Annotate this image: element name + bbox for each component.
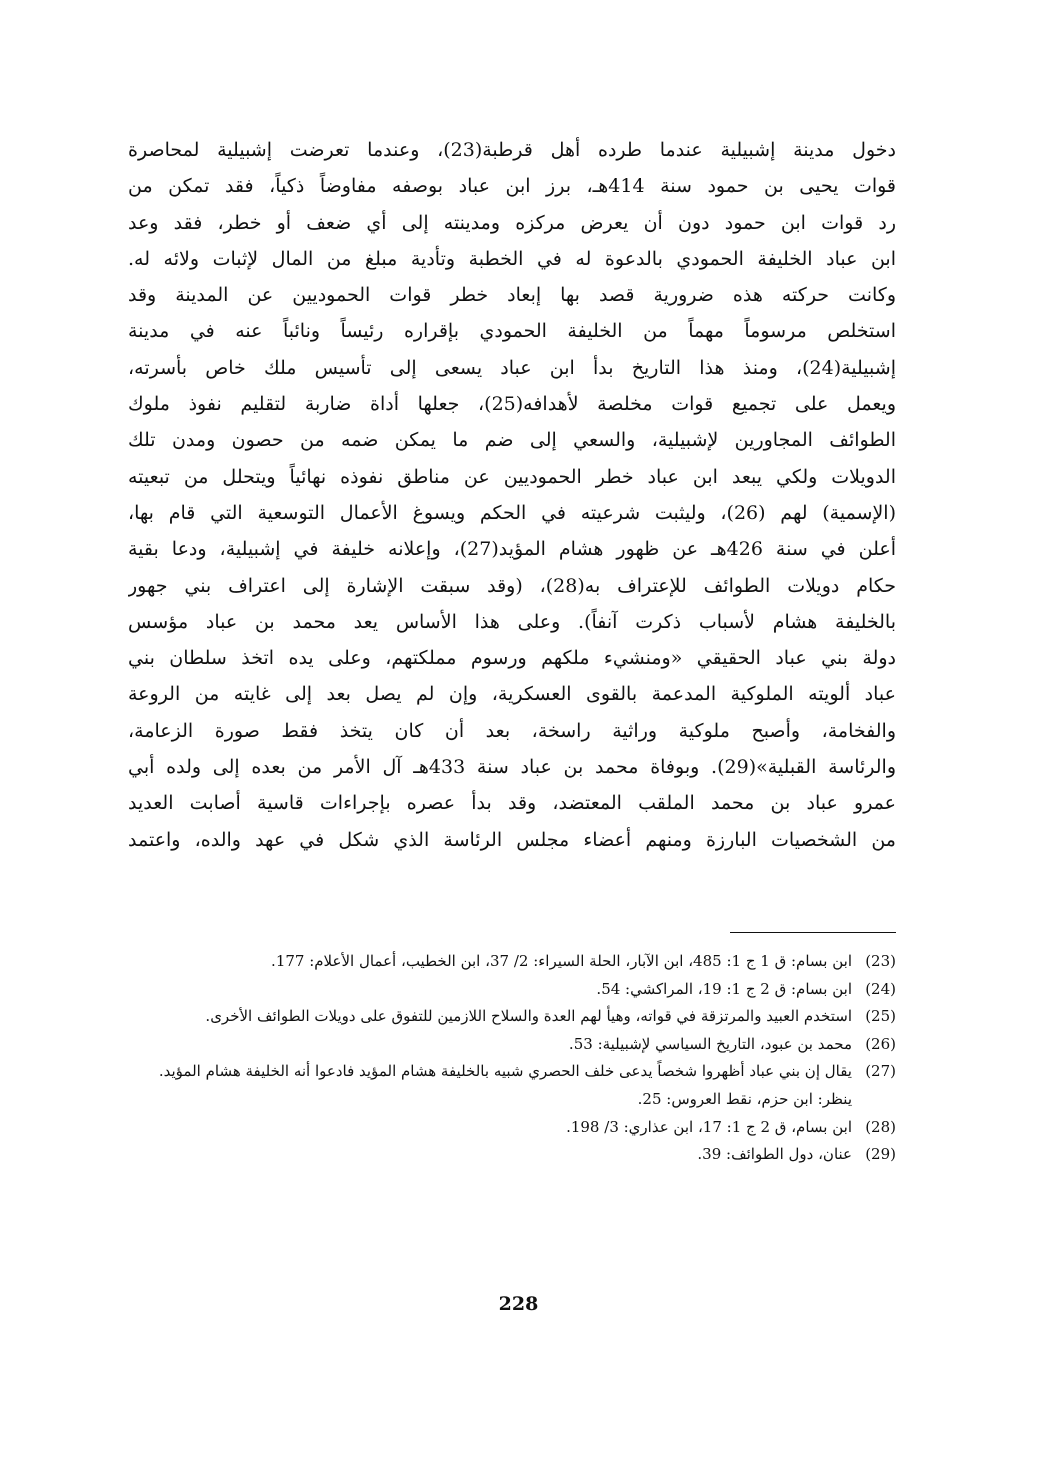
footnote-29 <box>128 1141 896 1169</box>
footnotes <box>128 948 896 1169</box>
body-line: عمرو عباد بن محمد الملقب المعتضد، وقد بدأ عصره بإجراءات قاسية أصابت العديد <box>128 792 896 815</box>
footnote-25 <box>128 1003 896 1031</box>
footnote-text: ابن بسام: ق 1 ج 1: 485، ابن الآبار، الحلة السيراء: 2/ 37، ابن الخطيب، أعمال الأعلام: 177. <box>271 952 852 970</box>
body-line: دخول مدينة إشبيلية عندما طرده أهل قرطبة(23)، وعندما تعرضت إشبيلية لمحاصرة <box>128 139 896 161</box>
body-line: ويعمل على تجميع قوات مخلصة لأهدافه(25)، جعلها أداة ضاربة لتقليم نفوذ ملوك <box>128 393 896 416</box>
footnote-number: (23) <box>865 952 896 970</box>
body-line: حكام دويلات الطوائف للإعتراف به(28)، (وقد سبقت الإشارة إلى اعتراف بني جهور <box>128 574 896 597</box>
footnote-text: محمد بن عبود، التاريخ السياسي لإشبيلية: 53. <box>568 1034 852 1053</box>
body-line: الطوائف المجاورين لإشبيلية، والسعي إلى ضم ما يمكن ضمه من حصون ومدن تلك <box>128 429 896 452</box>
footnote-number: (28) <box>865 1117 896 1136</box>
body-line: الدويلات ولكي يبعد ابن عباد خطر الحموديين عن مناطق نفوذه نهائياً ويتحلل من تبعيته <box>128 465 896 488</box>
footnote-28 <box>128 1114 896 1142</box>
footnote-separator <box>730 932 896 933</box>
footnote-text: ابن بسام: ق 2 ج 1: 19، المراكشي: 54. <box>596 979 852 998</box>
body-line: إشبيلية(24)، ومنذ هذا التاريخ بدأ ابن عباد يسعى إلى تأسيس ملك خاص بأسرته، <box>128 356 896 379</box>
body-line: (الإسمية) لهم (26)، وليثبت شرعيته في الحكم ويسوغ الأعمال التوسعية التي قام بها، <box>128 501 896 524</box>
footnote-text: استخدم العبيد والمرتزقة في قواته، وهيأ لهم العدة والسلاح اللازمين للتفوق على دويلات الطوائف الأخرى. <box>205 1007 852 1026</box>
footnote-23 <box>128 948 896 976</box>
body-line: والرئاسة القبلية»(29). وبوفاة محمد بن عباد سنة 433هـ آل الأمر من بعده إلى ولده أبي <box>128 756 896 779</box>
body-line: ابن عباد الخليفة الحمودي بالدعوة له في الخطبة وتأدية مبلغ من المال لإثبات ولائه له. <box>128 247 896 270</box>
footnote-text: عنان، دول الطوائف: 39. <box>697 1145 852 1164</box>
footnote-number: (26) <box>865 1034 896 1053</box>
body-line: من الشخصيات البارزة ومنهم أعضاء مجلس الرئاسة الذي شكل في عهد والده، واعتمد <box>128 828 896 851</box>
footnote-number: (25) <box>865 1007 896 1026</box>
footnote-24 <box>128 976 896 1004</box>
body-line: استخلص مرسوماً مهماً من الخليفة الحمودي بإقراره رئيساً ونائباً عنه في مدينة <box>128 320 896 343</box>
body-line: بالخليفة هشام لأسباب ذكرت آنفاً). وعلى هذا الأساس يعد محمد بن عباد مؤسس <box>128 610 896 633</box>
footnote-number: (29) <box>865 1145 896 1164</box>
body-line: أعلن في سنة 426هـ عن ظهور هشام المؤيد(27)، وإعلانه خليفة في إشبيلية، ودعا بقية <box>128 538 896 561</box>
body-line: دولة بني عباد الحقيقي «ومنشيء ملكهم ورسوم مملكتهم، وعلى يده اتخذ سلطان بني <box>128 647 896 670</box>
footnote-number: (27) <box>865 1062 896 1081</box>
body-line: والفخامة، وأصبح ملوكية وراثية راسخة، بعد أن كان يتخذ فقط صورة الزعامة، <box>128 719 896 742</box>
footnote-26 <box>128 1031 896 1059</box>
footnote-text: يقال إن بني عباد أظهروا شخصاً يدعى خلف الحصري شبيه بالخليفة هشام المؤيد فادعوا أنه الخليفة هشام المؤيد. ينظر: ابن حزم، نقط العروس: 25. <box>158 1062 852 1108</box>
page-number: 228 <box>498 1293 539 1315</box>
footnote-text: ابن بسام، ق 2 ج 1: 17، ابن عذاري: 3/ 198. <box>566 1117 852 1136</box>
main-body-text <box>128 132 896 858</box>
body-line: رد قوات ابن حمود دون أن يعرض مركزه ومدينته إلى أي ضعف أو خطر، فقد وعد <box>128 211 896 234</box>
footnote-number: (24) <box>865 979 896 998</box>
body-line: قوات يحيى بن حمود سنة 414هـ، برز ابن عباد بوصفه مفاوضاً ذكياً، فقد تمكن من <box>128 175 896 198</box>
body-line: وكانت حركته هذه ضرورية قصد بها إبعاد خطر قوات الحموديين عن المدينة وقد <box>128 284 896 307</box>
body-line: عباد ألويته الملوكية المدعمة بالقوى العسكرية، وإن لم يصل بعد إلى غايته من الروعة <box>128 683 896 706</box>
footnote-27 <box>128 1058 896 1113</box>
